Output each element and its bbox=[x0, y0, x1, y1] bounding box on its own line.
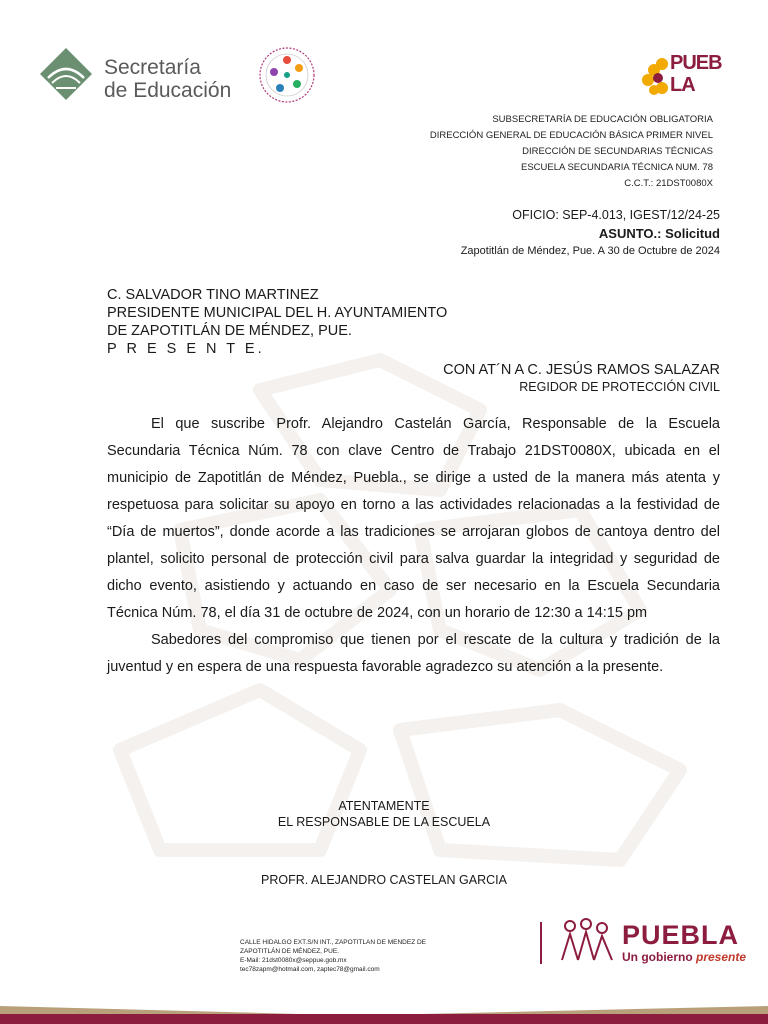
date-line: Zapotitlán de Méndez, Pue. A 30 de Octubre de 2024 bbox=[460, 245, 720, 257]
dept-line: C.C.T.: 21DST0080X bbox=[624, 178, 713, 189]
footer-address bbox=[240, 938, 426, 974]
oficio-number: OFICIO: SEP-4.013, IGEST/12/24-25 bbox=[512, 208, 720, 222]
email-line: E-Mail: 21dst0080x@seppue.gob.mx bbox=[240, 957, 347, 964]
puebla-footer-title: PUEBLA bbox=[622, 920, 740, 950]
sep-logo-line2: de Educación bbox=[104, 79, 232, 102]
sep-logo-line1: Secretaría bbox=[104, 56, 201, 79]
recipient-block bbox=[107, 286, 447, 358]
asunto: ASUNTO.: Solicitud bbox=[598, 226, 720, 241]
footer-divider bbox=[540, 922, 542, 964]
recipient-location: DE ZAPOTITLÁN DE MÉNDEZ, PUE. bbox=[107, 323, 352, 339]
attention-line: CON AT´N A C. JESÚS RAMOS SALAZAR bbox=[443, 362, 720, 378]
email-line: tec78zapm@hotmail.com, zaptec78@gmail.com bbox=[240, 966, 380, 973]
dept-line: DIRECCIÓN GENERAL DE EDUCACIÓN BÁSICA PRIMER NIVEL bbox=[429, 130, 713, 141]
attention-role: REGIDOR DE PROTECCIÓN CIVIL bbox=[519, 380, 720, 394]
signature-closing: ATENTAMENTE bbox=[338, 799, 430, 813]
paragraph-1: El que suscribe Profr. Alejandro Castelán García, Responsable de la Escuela Secundaria Técnica Núm. 78 con clave Centro de Trabajo 21DST0080X, ubicada en el municipio de Zapotitlán de Méndez, Puebla., se dirige a usted de la manera más atenta y respetuosa para solicitar su apoyo en torno a las actividades relacionadas a la festividad de “Día de muertos”, donde acorde a las tradiciones se arrojaran globos de cantoya dentro del plantel, solicito personal de protección civil para salva guardar la integridad y seguridad de dicho evento, asistiendo y actuando en caso de ser necesario en la Escuela Secundaria Técnica Núm. 78, el día 31 de octubre de 2024, con un horario de 12:30 a 14:15 pm bbox=[107, 416, 720, 621]
presente: P R E S E N T E. bbox=[107, 341, 265, 357]
people-group-icon bbox=[556, 916, 620, 964]
dept-line: SUBSECRETARÍA DE EDUCACIÓN OBLIGATORIA bbox=[492, 114, 713, 125]
sep-logo-text bbox=[104, 56, 231, 102]
letter-body bbox=[107, 411, 720, 681]
puebla-footer-slogan: Un gobierno presente bbox=[622, 950, 747, 964]
puebla-logo-text: PUEBLA bbox=[670, 52, 722, 96]
signature-name: PROFR. ALEJANDRO CASTELAN GARCIA bbox=[261, 873, 507, 887]
bottom-decorative-bar bbox=[0, 1006, 768, 1024]
paragraph-2: Sabedores del compromiso que tienen por el rescate de la cultura y tradición de la juventud y en espera de una respuesta favorable agradezco su atención a la presente. bbox=[107, 632, 720, 675]
dept-line: DIRECCIÓN DE SECUNDARIAS TÉCNICAS bbox=[522, 146, 713, 157]
address-line: ZAPOTITLÁN DE MÉNDEZ, PUE. bbox=[240, 948, 339, 955]
sep-emblem-icon bbox=[38, 46, 94, 102]
recipient-name: C. SALVADOR TINO MARTINEZ bbox=[107, 287, 319, 303]
signature-role: EL RESPONSABLE DE LA ESCUELA bbox=[277, 815, 491, 829]
recipient-title: PRESIDENTE MUNICIPAL DEL H. AYUNTAMIENTO bbox=[107, 305, 448, 321]
department-block bbox=[430, 112, 713, 192]
address-line: CALLE HIDALGO EXT.S/N INT., ZAPOTITLAN DE MENDEZ DE bbox=[240, 939, 427, 946]
dept-line: ESCUELA SECUNDARIA TÉCNICA NUM. 78 bbox=[521, 162, 713, 173]
school-circle-emblem-icon bbox=[258, 46, 316, 104]
